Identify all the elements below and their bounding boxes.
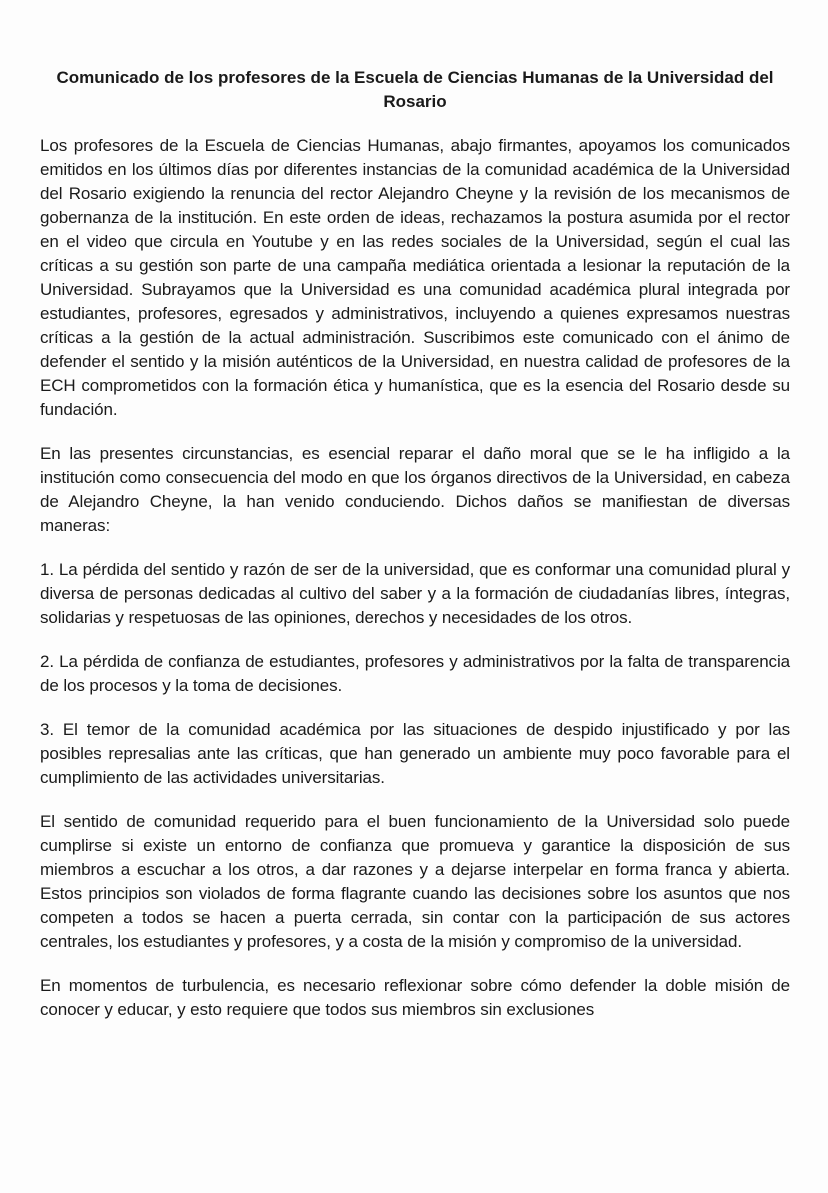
document-title: Comunicado de los profesores de la Escuela de Ciencias Humanas de la Universidad del Rosario <box>56 68 774 111</box>
paragraph-intro: Los profesores de la Escuela de Ciencias Humanas, abajo firmantes, apoyamos los comunicados emitidos en los últimos días por diferentes instancias de la comunidad académica de la Universidad del Rosario exigiendo la renuncia del rector Alejandro Cheyne y la revisión de los mecanismos de gobernanza de la institución. En este orden de ideas, rechazamos la postura asumida por el rector en el video que circula en Youtube y en las redes sociales de la Universidad, según el cual las críticas a su gestión son parte de una campaña mediática orientada a lesionar la reputación de la Universidad. Subrayamos que la Universidad es una comunidad académica plural integrada por estudiantes, profesores, egresados y administrativos, incluyendo a quienes expresamos nuestras críticas a la gestión de la actual administración. Suscribimos este comunicado con el ánimo de defender el sentido y la misión auténticos de la Universidad, en nuestra calidad de profesores de la ECH comprometidos con la formación ética y humanística, que es la esencia del Rosario desde su fundación. <box>40 136 790 419</box>
paragraph-turbulence: En momentos de turbulencia, es necesario reflexionar sobre cómo defender la doble misión de conocer y educar, y esto requiere que todos sus miembros sin exclusiones <box>40 976 790 1019</box>
paragraph-circumstances: En las presentes circunstancias, es esencial reparar el daño moral que se le ha infligido a la institución como consecuencia del modo en que los órganos directivos de la Universidad, en cabeza de Alejandro Cheyne, la han venido conduciendo. Dichos daños se manifiestan de diversas maneras: <box>40 444 790 535</box>
list-item-point-3: 3. El temor de la comunidad académica por las situaciones de despido injustificado y por las posibles represalias ante las críticas, que han generado un ambiente muy poco favorable para el cumplimiento de las actividades universitarias. <box>40 720 790 787</box>
paragraph-community: El sentido de comunidad requerido para el buen funcionamiento de la Universidad solo puede cumplirse si existe un entorno de confianza que promueva y garantice la disposición de sus miembros a escuchar a los otros, a dar razones y a dejarse interpelar en forma franca y abierta. Estos principios son violados de forma flagrante cuando las decisiones sobre los asuntos que nos competen a todos se hacen a puerta cerrada, sin contar con la participación de sus actores centrales, los estudiantes y profesores, y a costa de la misión y compromiso de la universidad. <box>40 812 790 951</box>
list-item-point-1: 1. La pérdida del sentido y razón de ser de la universidad, que es conformar una comunidad plural y diversa de personas dedicadas al cultivo del saber y a la formación de ciudadanías libres, íntegras, solidarias y respetuosas de las opiniones, derechos y necesidades de los otros. <box>40 560 790 627</box>
list-item-point-2: 2. La pérdida de confianza de estudiantes, profesores y administrativos por la falta de transparencia de los procesos y la toma de decisiones. <box>40 652 790 695</box>
